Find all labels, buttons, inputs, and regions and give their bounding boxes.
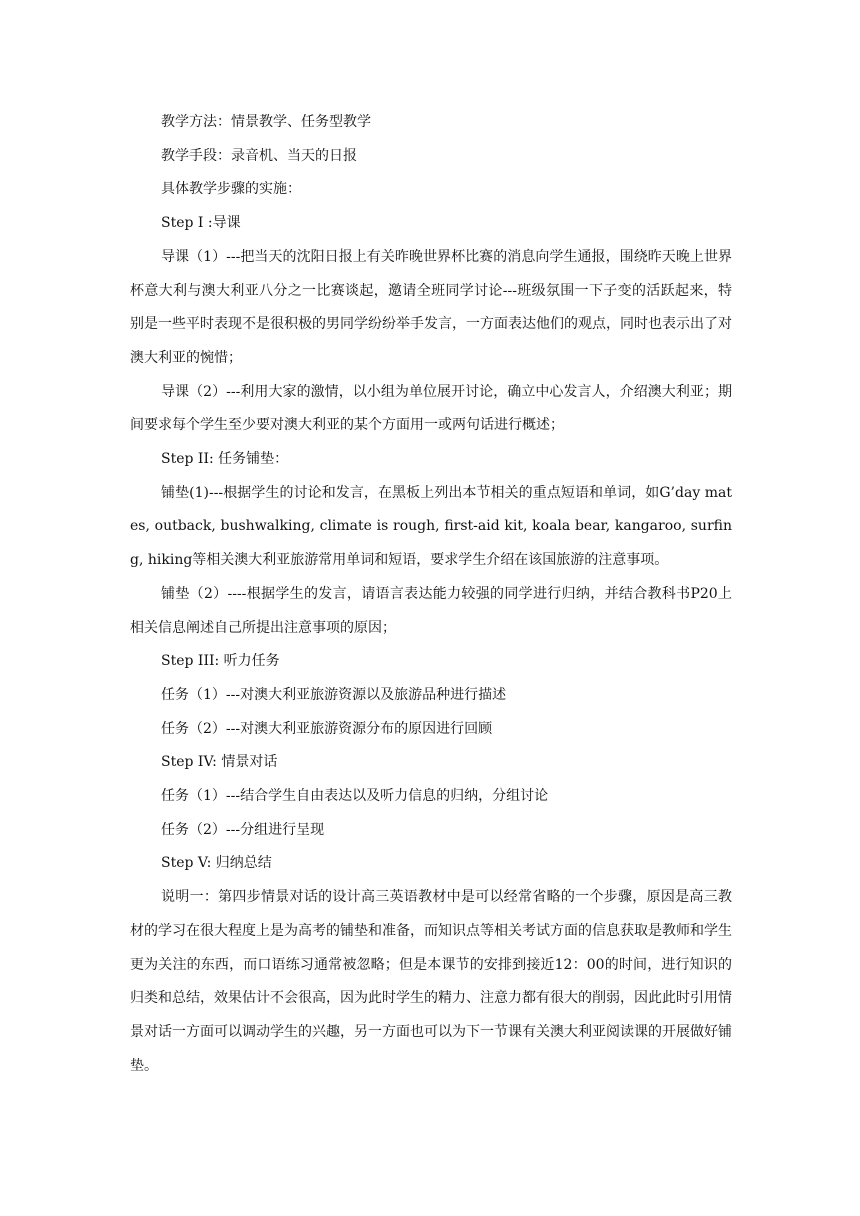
teaching-means-line: 教学手段：录音机、当天的日报: [161, 147, 357, 164]
step-1-heading: Step Ⅰ :导课: [161, 215, 241, 232]
document-body: [130, 106, 732, 1083]
step-5-heading: Step V: 归纳总结: [161, 855, 272, 872]
step-2-heading: Step II: 任务铺垫：: [161, 451, 289, 468]
teaching-method-line: 教学方法：情景教学、任务型教学: [161, 114, 371, 130]
groundwork-2-paragraph: 铺垫（2）----根据学生的发言，请语言表达能力较强的同学进行归纳，并结合教科书P20上相关信息阐述自己所提出注意事项的原因；: [130, 585, 732, 636]
dialogue-task-1: 任务（1）---结合学生自由表达以及听力信息的归纳，分组讨论: [161, 788, 549, 805]
groundwork-1-paragraph: 铺垫(1)---根据学生的讨论和发言，在黑板上列出本节相关的重点短语和单词，如G’day mates, outback, bushwalking, climate is rough, first-aid kit, koala bear, kangaroo, surfing, hiking等相关澳大利亚旅游常用单词和短语，要求学生介绍在该国旅游的注意事项。: [130, 484, 732, 569]
lead-in-1-paragraph: 导课（1）---把当天的沈阳日报上有关昨晚世界杯比赛的消息向学生通报，围绕昨天晚上世界杯意大利与澳大利亚八分之一比赛谈起，邀请全班同学讨论---班级氛围一下子变的活跃起来，特别是一些平时表现不是很积极的男同学纷纷举手发言，一方面表达他们的观点，同时也表示出了对澳大利亚的惋惜；: [130, 248, 732, 366]
steps-heading: 具体教学步骤的实施：: [161, 181, 301, 198]
explanation-paragraph: 说明一：第四步情景对话的设计高三英语教材中是可以经常省略的一个步骤，原因是高三教材的学习在很大程度上是为高考的铺垫和准备，而知识点等相关考试方面的信息获取是教师和学生更为关注的东西，而口语练习通常被忽略；但是本课节的安排到接近12：00的时间，进行知识的归类和总结，效果估计不会很高，因为此时学生的精力、注意力都有很大的削弱，因此此时引用情景对话一方面可以调动学生的兴趣，另一方面也可以为下一节课有关澳大利亚阅读课的开展做好铺垫。: [130, 889, 732, 1074]
listening-task-1: 任务（1）---对澳大利亚旅游资源以及旅游品种进行描述: [161, 686, 507, 703]
step-4-heading: Step IV: 情景对话: [161, 754, 278, 771]
listening-task-2: 任务（2）---对澳大利亚旅游资源分布的原因进行回顾: [161, 720, 493, 737]
step-3-heading: Step III: 听力任务: [161, 653, 280, 670]
dialogue-task-2: 任务（2）---分组进行呈现: [161, 821, 325, 838]
lead-in-2-paragraph: 导课（2）---利用大家的激情，以小组为单位展开讨论，确立中心发言人，介绍澳大利亚；期间要求每个学生至少要对澳大利亚的某个方面用一或两句话进行概述；: [130, 383, 732, 434]
